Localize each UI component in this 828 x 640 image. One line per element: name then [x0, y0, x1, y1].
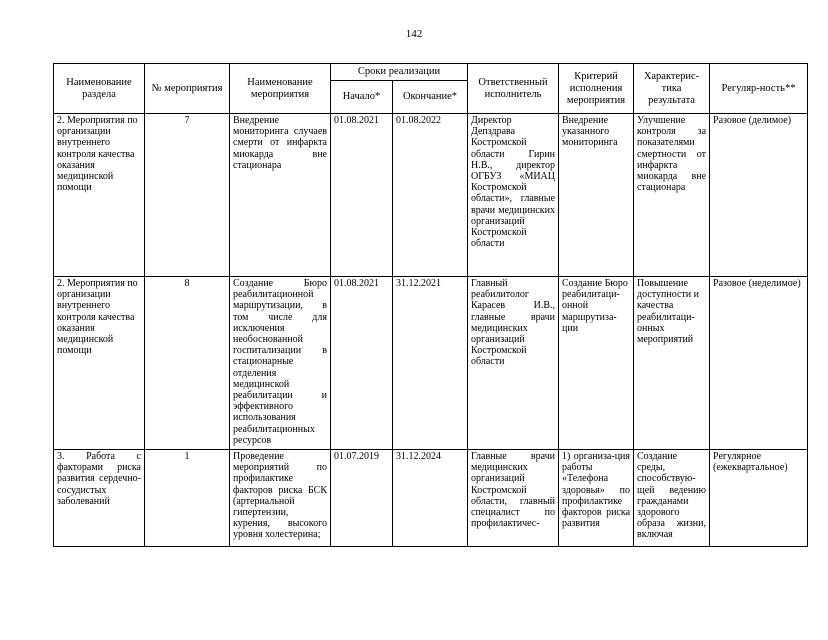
cell-responsible: Главные врачи медицинских организаций Костромской области, главный специалист по профилактичес-: [468, 450, 559, 547]
cell-name: Проведение мероприятий по профилактике факторов риска БСК (артериальной гипертензии, курения, высокого уровня холестерина;: [230, 450, 331, 547]
cell-criterion: Внедрение указанного мониторинга: [559, 114, 634, 277]
header-event-name: Наименование мероприятия: [230, 64, 331, 114]
cell-regularity: Разовое (делимое): [710, 114, 808, 277]
cell-result: Улучшение контроля за показателями смертности от инфаркта миокарда вне стационара: [634, 114, 710, 277]
table-row: [54, 450, 808, 547]
cell-responsible: Директор Депздрава Костромской области Гирин Н.В., директор ОГБУЗ «МИАЦ Костромской области», главные врачи медицинских организаций Костромской области: [468, 114, 559, 277]
cell-result: Создание среды, способствую-щей ведению гражданами здорового образа жизни, включая: [634, 450, 710, 547]
cell-section: 2. Мероприятия по организации внутреннего контроля качества оказания медицинской помощи: [54, 277, 145, 450]
cell-criterion: Создание Бюро реабилитаци-онной маршрутиза-ции: [559, 277, 634, 450]
header-timing: Сроки реализации: [331, 64, 468, 81]
header-end: Окончание*: [393, 81, 468, 114]
header-result: Характерис-тика результата: [634, 64, 710, 114]
cell-number: 1: [145, 450, 230, 547]
cell-start: 01.08.2021: [331, 277, 393, 450]
header-start: Начало*: [331, 81, 393, 114]
header-regularity: Регуляр-ность**: [710, 64, 808, 114]
header-criterion: Критерий исполнения мероприятия: [559, 64, 634, 114]
table-row: [54, 114, 808, 277]
cell-result: Повышение доступности и качества реабилитаци-онных мероприятий: [634, 277, 710, 450]
cell-name: Внедрение мониторинга случаев смерти от инфаркта миокарда вне стационара: [230, 114, 331, 277]
cell-criterion: 1) организа-ция работы «Телефона здоровья» по профилактике факторов риска развития: [559, 450, 634, 547]
cell-end: 01.08.2022: [393, 114, 468, 277]
cell-regularity: Регулярное (ежеквартальное): [710, 450, 808, 547]
cell-number: 8: [145, 277, 230, 450]
cell-section: 2. Мероприятия по организации внутреннего контроля качества оказания медицинской помощи: [54, 114, 145, 277]
cell-name: Создание Бюро реабилитационной маршрутизации, в том числе для исключения необоснованной госпитализации в стационарные отделения медицинской реабилитации и эффективного использования реабилитационных ресурсов: [230, 277, 331, 450]
header-responsible: Ответственный исполнитель: [468, 64, 559, 114]
cell-start: 01.07.2019: [331, 450, 393, 547]
cell-end: 31.12.2021: [393, 277, 468, 450]
cell-end: 31.12.2024: [393, 450, 468, 547]
header-section: Наименование раздела: [54, 64, 145, 114]
cell-number: 7: [145, 114, 230, 277]
header-event-number: № мероприятия: [145, 64, 230, 114]
page-number: 142: [405, 28, 423, 40]
cell-responsible: Главный реабилитолог Карасев И.В., главные врачи медицинских организаций Костромской области: [468, 277, 559, 450]
events-table: [53, 63, 808, 547]
cell-regularity: Разовое (неделимое): [710, 277, 808, 450]
cell-start: 01.08.2021: [331, 114, 393, 277]
table-row: [54, 277, 808, 450]
cell-section: 3. Работа с факторами риска развития сердечно-сосудистых заболеваний: [54, 450, 145, 547]
